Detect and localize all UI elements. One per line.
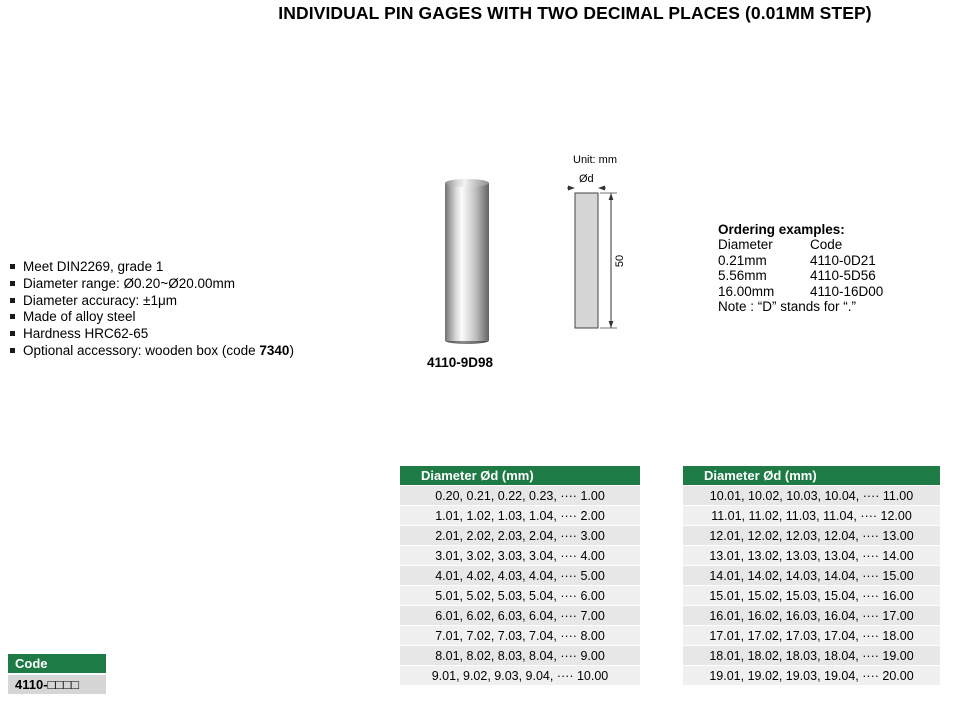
ordering-row [718, 268, 883, 283]
feature-text: Diameter accuracy: ±1μm [23, 292, 177, 308]
feature-text: Made of alloy steel [23, 309, 136, 325]
ordering-col-code: Code [810, 237, 843, 253]
table-row: 15.01, 15.02, 15.03, 15.04, ···· 16.00 [683, 586, 940, 606]
ordering-diameter: 16.00mm [718, 283, 775, 299]
table-row: 1.01, 1.02, 1.03, 1.04, ···· 2.00 [400, 506, 640, 526]
feature-text: Hardness HRC62-65 [23, 326, 149, 342]
feature-text [23, 343, 294, 358]
bullet-icon [10, 264, 15, 269]
feature-item [8, 309, 294, 326]
feature-text-suffix: ) [289, 342, 294, 358]
dim-arrow-icon [609, 321, 614, 328]
table-header: Diameter Ød (mm) [400, 466, 640, 486]
table-row: 5.01, 5.02, 5.03, 5.04, ···· 6.00 [400, 586, 640, 606]
code-box-value: 4110-□□□□ [8, 675, 106, 694]
ordering-examples [718, 222, 883, 314]
table-row: 7.01, 7.02, 7.03, 7.04, ···· 8.00 [400, 626, 640, 646]
ordering-code: 4110-0D21 [810, 252, 876, 268]
accessory-code: 7340 [259, 342, 290, 358]
table-row: 18.01, 18.02, 18.03, 18.04, ···· 19.00 [683, 646, 940, 666]
product-model-label: 4110-9D98 [427, 355, 494, 370]
pin-gage-image [445, 179, 489, 347]
ordering-code: 4110-5D56 [810, 268, 876, 284]
table-row: 17.01, 17.02, 17.03, 17.04, ···· 18.00 [683, 626, 940, 646]
ordering-code: 4110-16D00 [810, 283, 884, 299]
table-row: 19.01, 19.02, 19.03, 19.04, ···· 20.00 [683, 666, 940, 686]
ordering-title: Ordering examples: [718, 222, 845, 237]
feature-list [8, 259, 294, 360]
feature-item [8, 343, 294, 360]
bullet-icon [10, 298, 15, 303]
table-row: 4.01, 4.02, 4.03, 4.04, ···· 5.00 [400, 566, 640, 586]
dim-arrow-icon [609, 193, 614, 200]
feature-text: Diameter range: Ø0.20~Ø20.00mm [23, 275, 235, 291]
diameter-table-right [683, 466, 940, 686]
dim-arrow-icon [568, 186, 575, 191]
code-box [8, 654, 106, 694]
diameter-dim-label: Ød [579, 173, 594, 185]
ordering-row [718, 284, 883, 299]
technical-drawing [567, 152, 647, 342]
table-row: 3.01, 3.02, 3.03, 3.04, ···· 4.00 [400, 546, 640, 566]
table-row: 2.01, 2.02, 2.03, 2.04, ···· 3.00 [400, 526, 640, 546]
feature-item [8, 326, 294, 343]
table-header: Diameter Ød (mm) [683, 466, 940, 486]
ordering-note: Note : “D” stands for “.” [718, 299, 857, 315]
table-row: 16.01, 16.02, 16.03, 16.04, ···· 17.00 [683, 606, 940, 626]
pin-side-view [575, 193, 598, 328]
table-row: 10.01, 10.02, 10.03, 10.04, ···· 11.00 [683, 486, 940, 506]
feature-item [8, 293, 294, 310]
feature-item [8, 259, 294, 276]
bullet-icon [10, 331, 15, 336]
bullet-icon [10, 314, 15, 319]
pin-body [445, 183, 489, 341]
table-row: 11.01, 11.02, 11.03, 11.04, ···· 12.00 [683, 506, 940, 526]
length-dim-label: 50 [614, 254, 626, 268]
pin-top-cap [445, 179, 489, 187]
table-row: 12.01, 12.02, 12.03, 12.04, ···· 13.00 [683, 526, 940, 546]
table-row: 14.01, 14.02, 14.03, 14.04, ···· 15.00 [683, 566, 940, 586]
ordering-diameter: 0.21mm [718, 252, 767, 268]
page-title: INDIVIDUAL PIN GAGES WITH TWO DECIMAL PLACES (0.01MM STEP) [278, 3, 872, 23]
ordering-row [718, 253, 883, 268]
table-row: 9.01, 9.02, 9.03, 9.04, ···· 10.00 [400, 666, 640, 686]
code-box-header: Code [8, 654, 106, 673]
table-row: 0.20, 0.21, 0.22, 0.23, ···· 1.00 [400, 486, 640, 506]
feature-text: Meet DIN2269, grade 1 [23, 259, 164, 274]
ordering-col-diameter: Diameter [718, 237, 773, 253]
bullet-icon [10, 281, 15, 286]
dim-arrow-icon [598, 186, 605, 191]
table-row: 13.01, 13.02, 13.03, 13.04, ···· 14.00 [683, 546, 940, 566]
unit-label: Unit: mm [573, 154, 617, 166]
diameter-table-left [400, 466, 640, 686]
ordering-header-row [718, 237, 883, 252]
ordering-diameter: 5.56mm [718, 268, 767, 284]
feature-item [8, 276, 294, 293]
bullet-icon [10, 348, 15, 353]
feature-text-prefix: Optional accessory: wooden box (code [23, 342, 260, 358]
table-row: 6.01, 6.02, 6.03, 6.04, ···· 7.00 [400, 606, 640, 626]
table-row: 8.01, 8.02, 8.03, 8.04, ···· 9.00 [400, 646, 640, 666]
